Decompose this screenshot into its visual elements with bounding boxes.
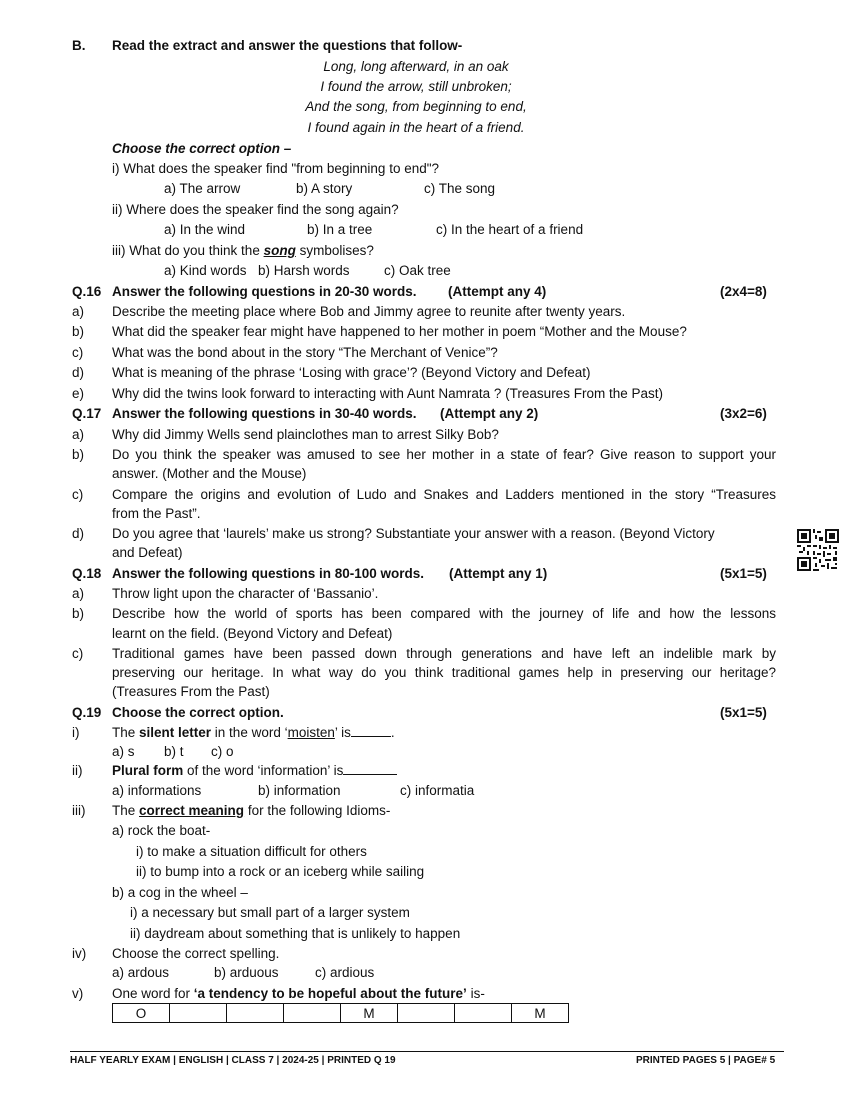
section-b-heading: Read the extract and answer the questions that follow- [112, 38, 463, 53]
q19-iii-keyword: correct meaning [139, 803, 245, 818]
mcq-1-option-c: c) The song [424, 181, 496, 196]
idiom-b-option-2: ii) daydream about something that is unlikely to happen [130, 926, 461, 941]
mcq-3-option-c: c) Oak tree [384, 263, 451, 278]
q19-heading: Choose the correct option. [112, 705, 284, 720]
q19-ii-option-a: a) informations [112, 783, 202, 798]
q18-b-label: b) [72, 606, 85, 621]
idiom-a-option-2: ii) to bump into a rock or an iceberg while sailing [136, 864, 425, 879]
q19-i-period: . [390, 725, 395, 740]
q16-e-text: Why did the twins look forward to interacting with Aunt Namrata ? (Treasures From the Past) [112, 386, 663, 401]
mcq-2-option-c: c) In the heart of a friend [436, 222, 584, 237]
footer-right: PRINTED PAGES 5 | PAGE# 5 [636, 1055, 776, 1066]
q17-a-text: Why did Jimmy Wells send plainclothes man to arrest Silky Bob? [112, 427, 499, 442]
q17-heading: Answer the following questions in 30-40 words. [112, 406, 417, 421]
q19-i-option-b: b) t [164, 744, 184, 759]
q17-a-label: a) [72, 427, 85, 442]
idiom-a-option-1: i) to make a situation difficult for others [136, 844, 367, 859]
q19-v-label: v) [72, 986, 84, 1001]
q17-d-text-line-1: Do you agree that ‘laurels’ make us strong? Substantiate your answer with a reason. (Beyond Victory [112, 526, 715, 541]
q16-heading: Answer the following questions in 20-30 words. [112, 284, 417, 299]
mcq-2-option-a: a) In the wind [164, 222, 246, 237]
letter-box-3[interactable] [227, 1004, 284, 1023]
poem-line-4: I found again in the heart of a friend. [307, 120, 525, 135]
choose-option-heading: Choose the correct option – [112, 141, 292, 156]
q16-d-text: What is meaning of the phrase ‘Losing with grace’? (Beyond Victory and Defeat) [112, 365, 591, 380]
mcq-3-text-post: symbolises? [295, 243, 374, 258]
q18-b-text-line-2: learnt on the field. (Beyond Victory and Defeat) [112, 626, 393, 641]
q19-ii-text-post: of the word ‘information’ is [183, 763, 344, 778]
q19-v-keyword: ‘a tendency to be hopeful about the future’ [193, 986, 467, 1001]
letter-box-7[interactable] [455, 1004, 512, 1023]
q17-b-text-line-2: answer. (Mother and the Mouse) [112, 466, 307, 481]
section-b-label: B. [72, 38, 86, 53]
q19-number: Q.19 [72, 705, 102, 720]
q18-a-text: Throw light upon the character of ‘Bassanio’. [112, 586, 379, 601]
q17-number: Q.17 [72, 406, 102, 421]
q16-b-label: b) [72, 324, 85, 339]
q19-v-question [112, 985, 485, 1003]
q19-i-question [112, 724, 395, 742]
footer-left: HALF YEARLY EXAM | ENGLISH | CLASS 7 | 2024-25 | PRINTED Q 19 [70, 1055, 396, 1066]
q19-i-option-c: c) o [211, 744, 234, 759]
mcq-3-option-b: b) Harsh words [258, 263, 350, 278]
q19-iv-label: iv) [72, 946, 87, 961]
poem-line-3: And the song, from beginning to end, [305, 99, 527, 114]
q18-marks: (5x1=5) [720, 566, 767, 581]
q18-c-text-line-1: Traditional games have been passed down through generations and have left an indelible mark by [112, 646, 776, 661]
q18-b-text-line-1: Describe how the world of sports has been compared with the journey of life and how the lessons [112, 606, 776, 621]
q16-a-text: Describe the meeting place where Bob and Jimmy agree to reunite after twenty years. [112, 304, 626, 319]
footer-divider [70, 1051, 784, 1052]
q19-marks: (5x1=5) [720, 705, 767, 720]
q19-iii-text-pre: The [112, 803, 140, 818]
mcq-1-option-a: a) The arrow [164, 181, 241, 196]
mcq-1-option-b: b) A story [296, 181, 353, 196]
q18-number: Q.18 [72, 566, 102, 581]
letter-box-8[interactable]: M [512, 1004, 569, 1023]
idiom-a: a) rock the boat- [112, 823, 211, 838]
idiom-b: b) a cog in the wheel – [112, 885, 248, 900]
mcq-question-2: ii) Where does the speaker find the song again? [112, 202, 399, 217]
q19-i-word: moisten [287, 725, 335, 740]
mcq-3-text-pre: iii) What do you think the [112, 243, 264, 258]
q17-d-label: d) [72, 526, 85, 541]
q17-c-text-line-2: from the Past”. [112, 506, 201, 521]
q19-iii-label: iii) [72, 803, 86, 818]
q19-i-text-mid: in the word ‘ [211, 725, 288, 740]
letter-boxes [112, 1003, 569, 1023]
qr-code-icon [797, 529, 839, 571]
q18-c-text-line-3: (Treasures From the Past) [112, 684, 270, 699]
q19-i-text-pre: The [112, 725, 140, 740]
poem-line-2: I found the arrow, still unbroken; [320, 79, 512, 94]
q17-b-label: b) [72, 447, 85, 462]
q19-iv-question: Choose the correct spelling. [112, 946, 280, 961]
letter-box-1[interactable]: O [113, 1004, 170, 1023]
mcq-3-keyword: song [263, 243, 296, 258]
q17-attempt: (Attempt any 2) [440, 406, 539, 421]
mcq-question-1: i) What does the speaker find "from beginning to end"? [112, 161, 440, 176]
q19-ii-keyword: Plural form [112, 763, 184, 778]
q17-b-text-line-1: Do you think the speaker was amused to see her mother in a state of fear? Give reason to support your [112, 447, 776, 462]
q19-v-text-pre: One word for [112, 986, 194, 1001]
q16-number: Q.16 [72, 284, 102, 299]
q16-b-text: What did the speaker fear might have happened to her mother in poem “Mother and the Mouse? [112, 324, 687, 339]
q16-marks: (2x4=8) [720, 284, 767, 299]
poem-line-1: Long, long afterward, in an oak [323, 59, 509, 74]
q19-i-label: i) [72, 725, 80, 740]
q19-i-keyword: silent letter [139, 725, 212, 740]
mcq-3-option-a: a) Kind words [164, 263, 247, 278]
q16-c-text: What was the bond about in the story “The Merchant of Venice”? [112, 345, 498, 360]
q19-iv-option-a: a) ardous [112, 965, 170, 980]
q19-iv-option-c: c) ardious [315, 965, 375, 980]
q17-c-label: c) [72, 487, 84, 502]
q19-i-text-post: ’ is [334, 725, 351, 740]
q18-heading: Answer the following questions in 80-100 words. [112, 566, 425, 581]
letter-box-6[interactable] [398, 1004, 455, 1023]
q19-ii-option-c: c) informatia [400, 783, 475, 798]
q19-i-answer-blank [351, 724, 391, 737]
q17-d-text-line-2: and Defeat) [112, 545, 183, 560]
q16-e-label: e) [72, 386, 85, 401]
q18-attempt: (Attempt any 1) [449, 566, 548, 581]
q17-c-text-line-1: Compare the origins and evolution of Ludo and Snakes and Ladders mentioned in the story “Treasures [112, 487, 776, 502]
q16-attempt: (Attempt any 4) [448, 284, 547, 299]
q16-d-label: d) [72, 365, 85, 380]
mcq-2-option-b: b) In a tree [307, 222, 373, 237]
q19-ii-option-b: b) information [258, 783, 341, 798]
q19-iii-text-post: for the following Idioms- [244, 803, 391, 818]
letter-box-5[interactable]: M [341, 1004, 398, 1023]
q19-i-option-a: a) s [112, 744, 135, 759]
idiom-b-option-1: i) a necessary but small part of a larger system [130, 905, 410, 920]
q16-a-label: a) [72, 304, 85, 319]
q19-ii-question [112, 762, 397, 780]
q18-c-text-line-2: preserving our heritage. In what way do you think traditional games help in preserving our heritage? [112, 665, 776, 680]
q19-v-text-post: is- [466, 986, 485, 1001]
letter-box-4[interactable] [284, 1004, 341, 1023]
q19-ii-answer-blank [343, 762, 397, 775]
q17-marks: (3x2=6) [720, 406, 767, 421]
mcq-question-3 [112, 242, 374, 260]
q19-ii-label: ii) [72, 763, 83, 778]
q18-c-label: c) [72, 646, 84, 661]
q18-a-label: a) [72, 586, 85, 601]
q19-iv-option-b: b) arduous [214, 965, 279, 980]
q19-iii-question [112, 802, 390, 820]
q16-c-label: c) [72, 345, 84, 360]
letter-box-2[interactable] [170, 1004, 227, 1023]
